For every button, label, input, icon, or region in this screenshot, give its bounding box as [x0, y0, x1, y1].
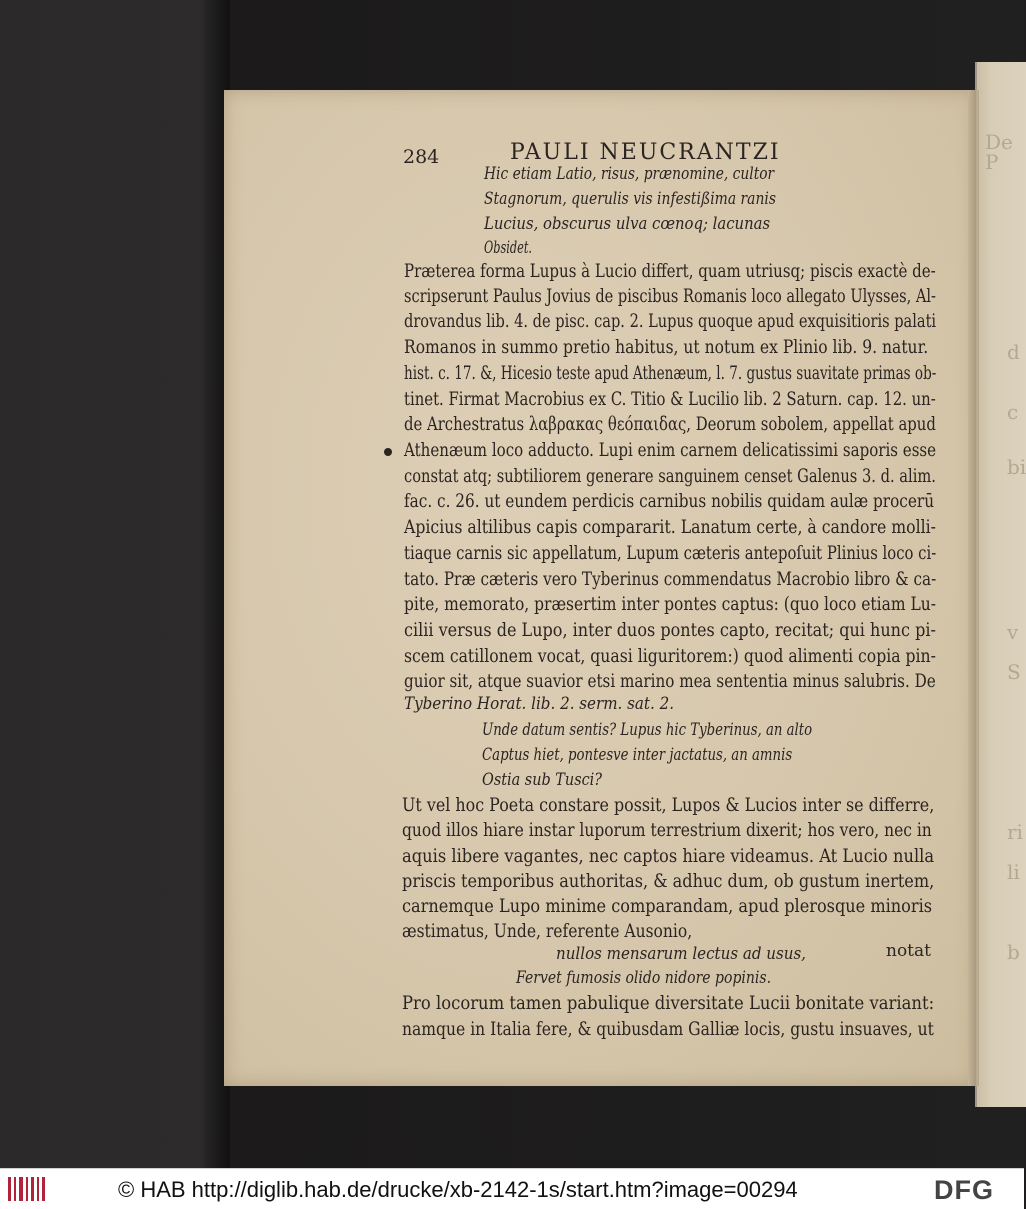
margin-dot: [384, 448, 392, 456]
page-edge: [968, 90, 976, 1086]
text-line: priscis temporibus authoritas, & adhuc dum, ob gustum inertem,: [402, 870, 935, 892]
text-line: constat atq; subtiliorem generare sanguinem censet Galenus 3. d. alim.: [404, 465, 936, 487]
page-number: 284: [403, 146, 440, 168]
text-line: Unde datum sentis? Lupus hic Tyberinus, an alto: [482, 720, 813, 740]
text-line: Ostia sub Tusci?: [482, 770, 603, 790]
text-line: tinet. Firmat Macrobius ex C. Titio & Lucilio lib. 2 Saturn. cap. 12. un-: [404, 388, 936, 410]
text-line: namque in Italia fere, & quibusdam Galliæ locis, gustu insuaves, ut: [402, 1018, 934, 1040]
copyright-link[interactable]: © HAB http://diglib.hab.de/drucke/xb-2142-1s/start.htm?image=00294: [118, 1177, 798, 1202]
text-line: nullos mensarum lectus ad usus,: [556, 944, 806, 964]
text-line: Obsidet.: [484, 238, 532, 258]
text-line: Ut vel hoc Poeta constare possit, Lupos & Lucios inter se differre,: [402, 794, 935, 816]
text-line: cilii versus de Lupo, inter duos pontes capto, recitat; qui hunc pi-: [404, 619, 936, 641]
text-line: quod illos hiare instar luporum terrestrium dixerit; hos vero, nec in: [402, 819, 932, 841]
text-line: Stagnorum, querulis vis infestißima ranis: [484, 189, 776, 209]
text-line: scripserunt Paulus Jovius de piscibus Romanis loco allegato Ulysses, Al-: [404, 285, 936, 307]
text-line: Pro locorum tamen pabulique diversitate Lucii bonitate variant:: [402, 992, 935, 1014]
text-line: Romanos in summo pretio habitus, ut notum ex Plinio lib. 9. natur.: [404, 336, 929, 358]
text-line: Lucius, obscurus ulva cœnoq; lacunas: [484, 214, 771, 234]
text-line: Præterea forma Lupus à Lucio differt, quam utriusq; piscis exactè de-: [404, 260, 936, 282]
text-line: aquis libere vagantes, nec captos hiare videamus. At Lucio nulla: [402, 845, 935, 867]
dfg-logo: DFG: [934, 1175, 994, 1205]
text-line: tato. Præ cæteris vero Tyberinus commendatus Macrobio libro & ca-: [404, 568, 937, 590]
text-line: æstimatus, Unde, referente Ausonio,: [402, 920, 693, 942]
text-line: Fervet fumosis olido nidore popinis.: [516, 968, 772, 988]
text-line: Apicius altilibus capis compararit. Lanatum certe, à candore molli-: [404, 516, 936, 538]
text-line: guior sit, atque suavior etsi marino mea sententia minus salubris. De: [404, 670, 936, 692]
text-line: Hic etiam Latio, risus, prænomine, cultor: [484, 164, 775, 184]
text-line: tiaque carnis sic appellatum, Lupum cæteris antepoſuit Plinius loco ci-: [404, 542, 937, 564]
text-line: hist. c. 17. &, Hicesio teste apud Athenæum, l. 7. gustus suavitate primas ob-: [404, 362, 937, 384]
text-line: fac. c. 26. ut eundem perdicis carnibus nobilis quidam aulæ procerū: [404, 490, 935, 512]
footer-bar: [0, 1168, 1024, 1209]
running-head: PAULI NEUCRANTZI: [510, 140, 781, 165]
text-line: Athenæum loco adducto. Lupi enim carnem delicatissimi saporis esse: [404, 439, 937, 461]
catchword: notat: [886, 941, 931, 961]
text-line: pite, memorato, præsertim inter pontes captus: (quo loco etiam Lu-: [404, 593, 937, 615]
text-line: de Archestratus λαβρακας θεόπαιδας, Deorum sobolem, appellat apud: [404, 413, 936, 435]
text-line: Tyberino Horat. lib. 2. serm. sat. 2.: [404, 694, 675, 714]
hab-barcode-logo-icon[interactable]: [6, 1173, 46, 1205]
text-line: scem catillonem vocat, quasi liguritorem:) quod alimenti copia pin-: [404, 645, 936, 667]
text-line: Captus hiet, pontesve inter jactatus, an amnis: [482, 745, 793, 765]
facing-page-edge: De P d c bi v S ri li b: [975, 62, 1026, 1107]
text-line: drovandus lib. 4. de pisc. cap. 2. Lupus quoque apud exquisitioris palati: [404, 310, 937, 332]
text-line: carnemque Lupo minime comparandam, apud plerosque minoris: [402, 895, 933, 917]
